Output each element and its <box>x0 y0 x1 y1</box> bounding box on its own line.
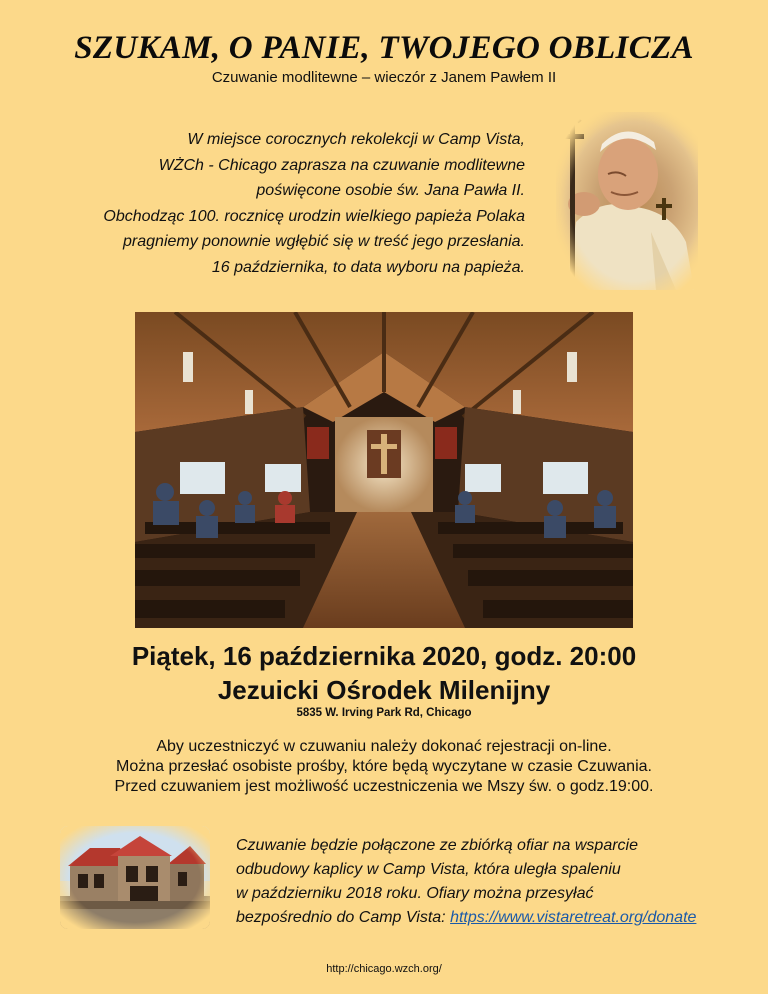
intro-line: W miejsce corocznych rekolekcji w Camp Vista, <box>187 131 525 148</box>
intro-line: Obchodząc 100. rocznicę urodzin wielkiego papieża Polaka <box>103 207 525 225</box>
intro-line: 16 października, to data wyboru na papieża. <box>211 258 525 276</box>
pope-portrait-drawing <box>556 112 698 290</box>
intro-line: WŻCh - Chicago zaprasza na czuwanie modlitewne <box>158 156 525 174</box>
chapel-interior-image <box>135 312 633 628</box>
info-line: Aby uczestniczyć w czuwaniu należy dokonać rejestracji on-line. <box>156 738 612 755</box>
intro-paragraph <box>40 127 525 280</box>
event-venue: Jezuicki Ośrodek Milenijny <box>217 675 551 705</box>
page-subtitle: Czuwanie modlitewne – wieczór z Janem Pawłem II <box>211 69 557 86</box>
chapel-interior-drawing <box>135 312 633 628</box>
donation-line <box>236 906 736 930</box>
info-line: Można przesłać osobiste prośby, które będą wyczytane w czasie Czuwania. <box>116 758 652 775</box>
event-date-time: Piątek, 16 października 2020, godz. 20:00 <box>131 641 637 671</box>
event-address: 5835 W. Irving Park Rd, Chicago <box>296 707 472 719</box>
donation-line: Czuwanie będzie połączone ze zbiórką ofiar na wsparcie <box>236 837 638 854</box>
burned-chapel-image <box>60 826 210 929</box>
intro-line: pragniemy ponownie wgłębić się w treść jego przesłania. <box>123 233 525 250</box>
donate-link[interactable]: https://www.vistaretreat.org/donate <box>450 909 697 926</box>
footer-url: http://chicago.wzch.org/ <box>326 963 442 975</box>
page-title: SZUKAM, O PANIE, TWOJEGO OBLICZA <box>74 30 694 66</box>
donation-paragraph <box>236 834 736 930</box>
burned-chapel-drawing <box>60 826 210 929</box>
intro-line: poświęcone osobie św. Jana Pawła II. <box>256 182 525 199</box>
pope-portrait-image <box>556 112 698 290</box>
info-line: Przed czuwaniem jest możliwość uczestniczenia we Mszy św. o godz.19:00. <box>114 778 654 795</box>
donation-line: odbudowy kaplicy w Camp Vista, która uległa spaleniu <box>236 861 621 878</box>
donation-line: w październiku 2018 roku. Ofiary można przesyłać <box>236 885 594 902</box>
donation-line-prefix: bezpośrednio do Camp Vista: <box>236 909 451 926</box>
event-info <box>0 737 768 797</box>
